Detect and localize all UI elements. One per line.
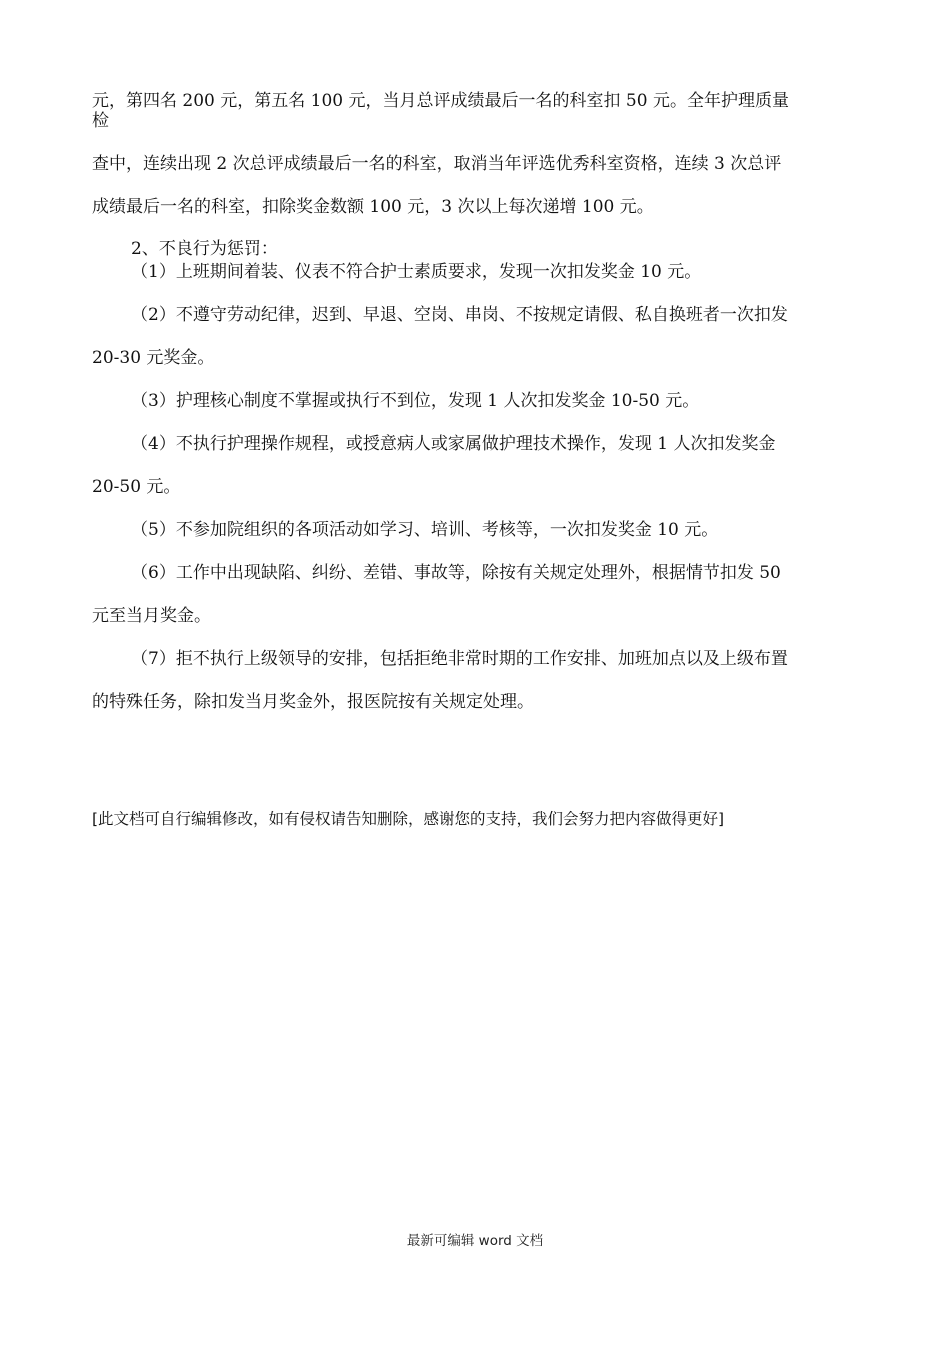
- section-heading: 2、不良行为惩罚：: [131, 239, 278, 259]
- paragraph-line: 成绩最后一名的科室，扣除奖金数额 100 元，3 次以上每次递增 100 元。: [92, 197, 654, 217]
- paragraph-line: （1）上班期间着装、仪表不符合护士素质要求，发现一次扣发奖金 10 元。: [131, 262, 702, 282]
- paragraph-line: （6）工作中出现缺陷、纠纷、差错、事故等，除按有关规定处理外，根据情节扣发 50: [131, 563, 781, 583]
- paragraph-line: （4）不执行护理操作规程，或授意病人或家属做护理技术操作，发现 1 人次扣发奖金: [131, 434, 776, 454]
- paragraph-line: （3）护理核心制度不掌握或执行不到位，发现 1 人次扣发奖金 10-50 元。: [131, 391, 700, 411]
- paragraph-line: 20-30 元奖金。: [92, 348, 215, 368]
- paragraph-line: 检: [92, 111, 109, 131]
- paragraph-line: （5）不参加院组织的各项活动如学习、培训、考核等，一次扣发奖金 10 元。: [131, 520, 719, 540]
- paragraph-line: 的特殊任务，除扣发当月奖金外，报医院按有关规定处理。: [92, 692, 534, 712]
- paragraph-line: 元，第四名 200 元，第五名 100 元，当月总评成绩最后一名的科室扣 50 元。全年护理质量: [92, 91, 789, 111]
- edit-note: [此文档可自行编辑修改，如有侵权请告知删除，感谢您的支持，我们会努力把内容做得更好]: [92, 810, 725, 828]
- paragraph-line: （7）拒不执行上级领导的安排，包括拒绝非常时期的工作安排、加班加点以及上级布置: [131, 649, 788, 669]
- paragraph-line: 元至当月奖金。: [92, 606, 211, 626]
- page-footer: 最新可编辑 word 文档: [406, 1233, 544, 1249]
- paragraph-line: （2）不遵守劳动纪律，迟到、早退、空岗、串岗、不按规定请假、私自换班者一次扣发: [131, 305, 788, 325]
- paragraph-line: 查中，连续出现 2 次总评成绩最后一名的科室，取消当年评选优秀科室资格，连续 3 次总评: [92, 154, 782, 174]
- paragraph-line: 20-50 元。: [92, 477, 181, 497]
